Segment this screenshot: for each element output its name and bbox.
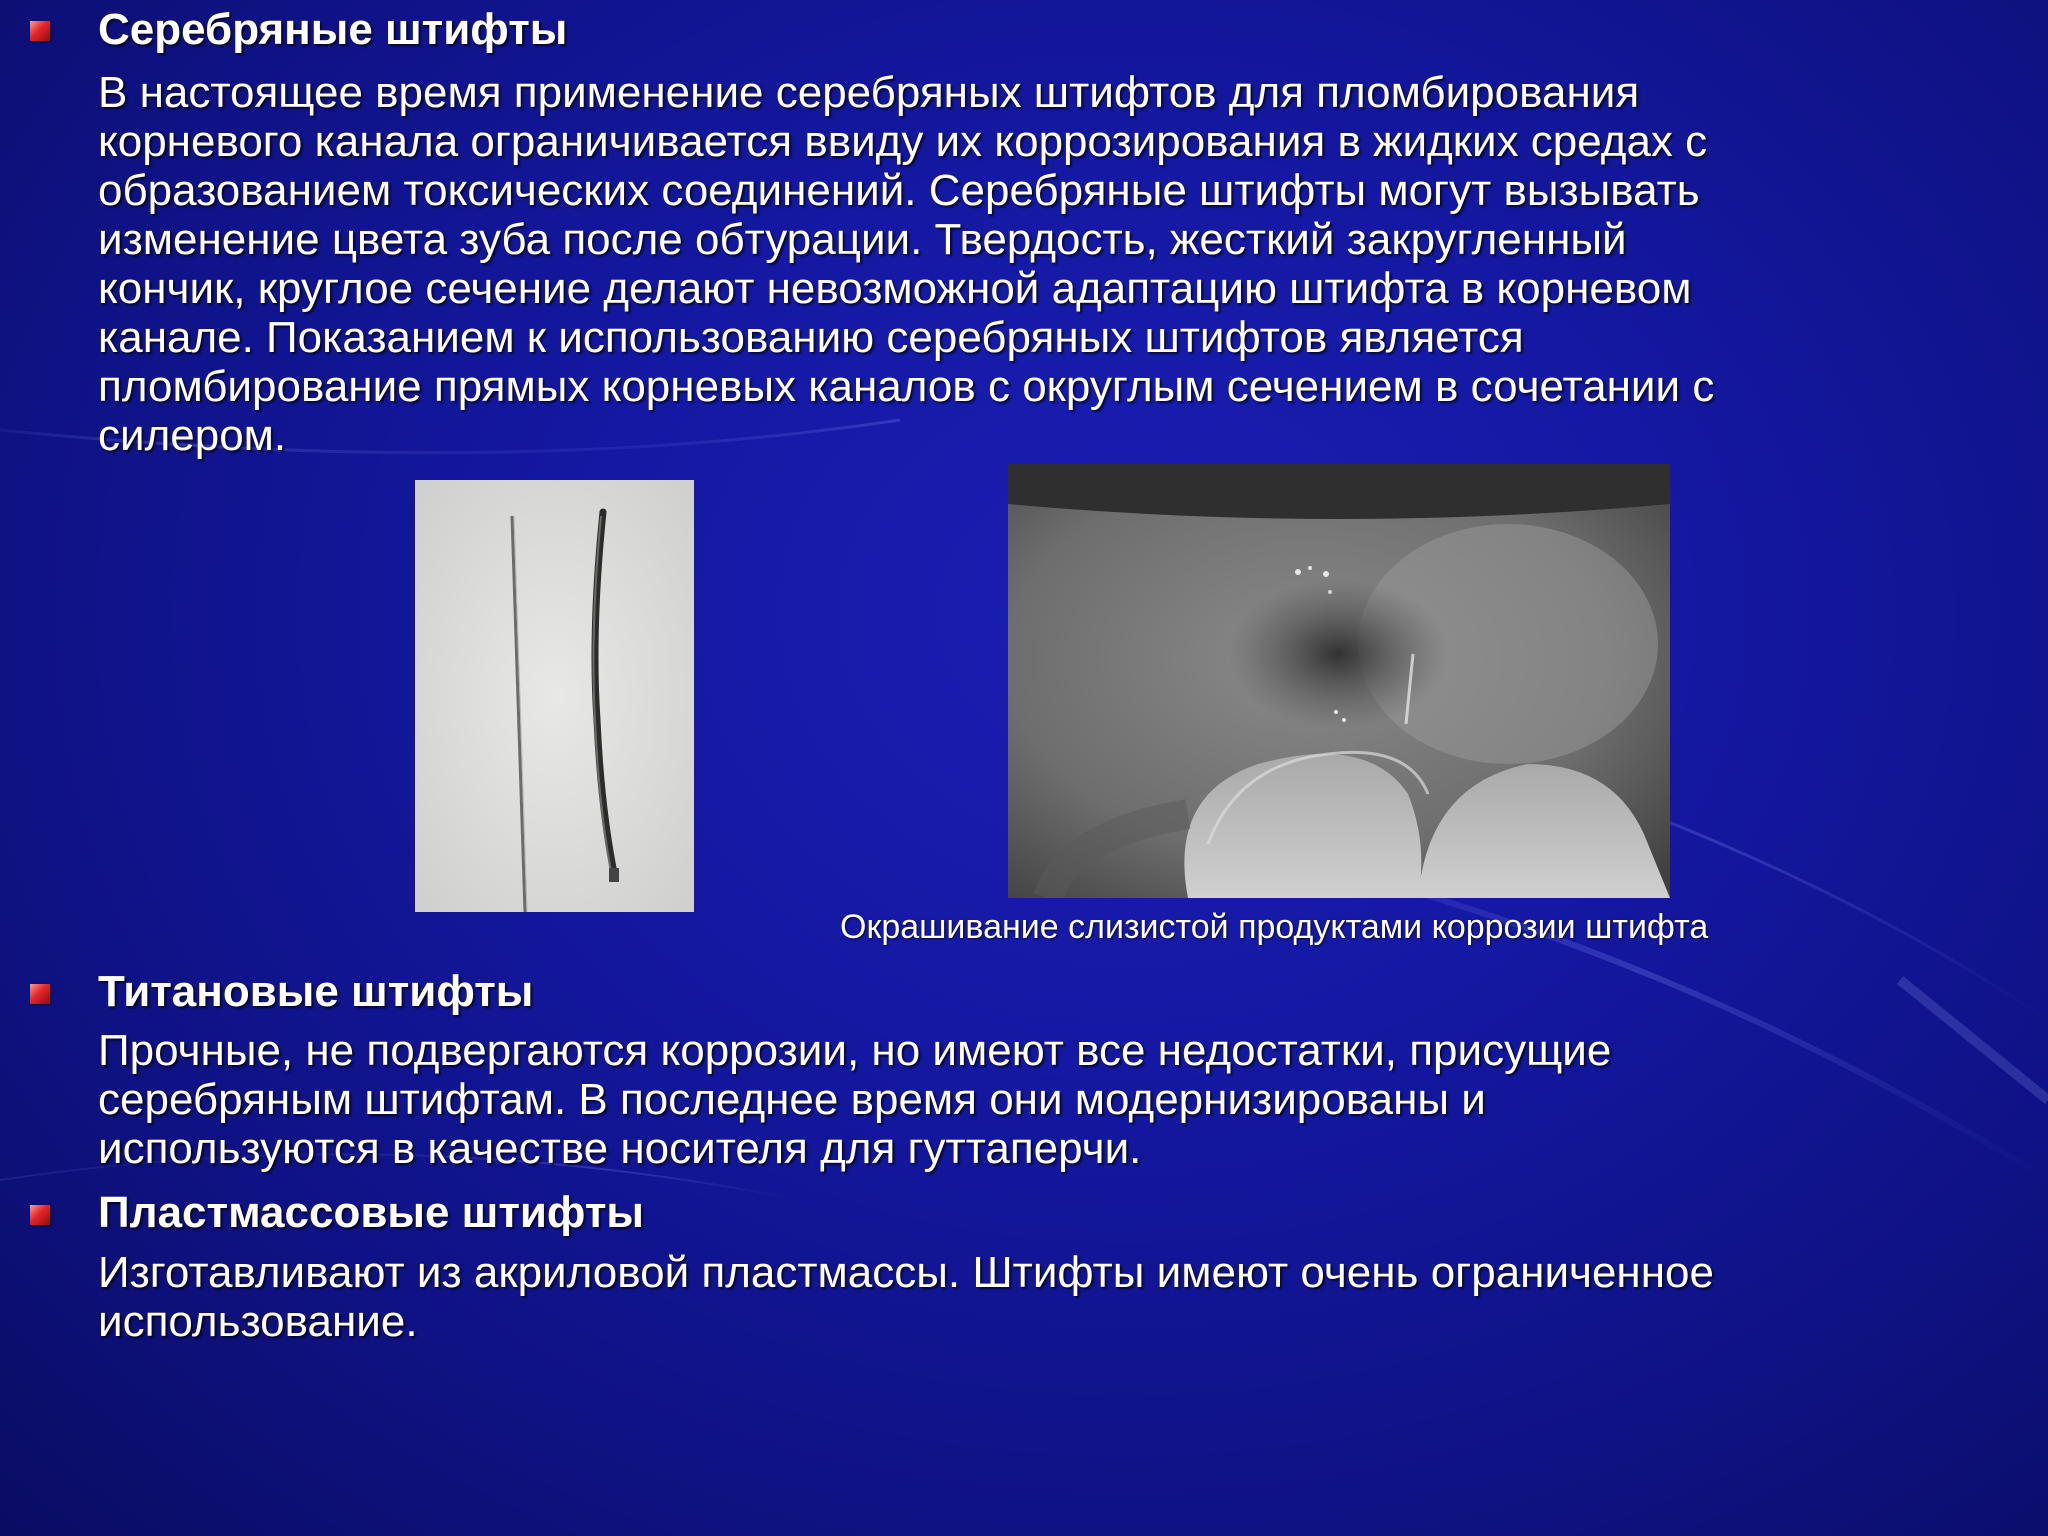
paragraph-line: используются в качестве носителя для гуттаперчи. xyxy=(98,1124,1142,1173)
paragraph-line: корневого канала ограничивается ввиду их коррозирования в жидких средах с xyxy=(98,117,1708,166)
paragraph-line: кончик, круглое сечение делают невозможной адаптацию штифта в корневом xyxy=(98,264,1692,313)
paragraph-line: силером. xyxy=(98,411,287,460)
paragraph-line: образованием токсических соединений. Серебряные штифты могут вызывать xyxy=(98,166,1700,215)
paragraph-line: Изготавливают из акриловой пластмассы. Штифты имеют очень ограниченное xyxy=(98,1248,1714,1297)
paragraph-line: пломбирование прямых корневых каналов с округлым сечением в сочетании с xyxy=(98,362,1715,411)
paragraph-line: изменение цвета зуба после обтурации. Твердость, жесткий закругленный xyxy=(98,215,1627,264)
bullet-square-icon xyxy=(30,1205,50,1225)
heading-silver-posts: Серебряные штифты xyxy=(98,5,568,54)
silver-posts-photo xyxy=(415,480,694,912)
paragraph-line: Прочные, не подвергаются коррозии, но имеют все недостатки, присущие xyxy=(98,1026,1612,1075)
paragraph-line: В настоящее время применение серебряных штифтов для пломбирования xyxy=(98,68,1640,117)
bullet-square-icon xyxy=(30,984,50,1004)
gum-discoloration-photo xyxy=(1008,464,1670,898)
paragraph-titanium-posts xyxy=(98,1026,1611,1173)
heading-titanium-posts: Титановые штифты xyxy=(98,967,534,1016)
paragraph-line: использование. xyxy=(98,1297,418,1346)
heading-plastic-posts: Пластмассовые штифты xyxy=(98,1188,644,1237)
paragraph-plastic-posts xyxy=(98,1248,1714,1346)
bullet-square-icon xyxy=(30,21,50,41)
figure-caption: Окрашивание слизистой продуктами коррозии штифта xyxy=(840,908,1709,946)
paragraph-silver-posts xyxy=(98,68,1714,460)
paragraph-line: серебряным штифтам. В последнее время они модернизированы и xyxy=(98,1075,1486,1124)
paragraph-line: канале. Показанием к использованию серебряных штифтов является xyxy=(98,313,1524,362)
